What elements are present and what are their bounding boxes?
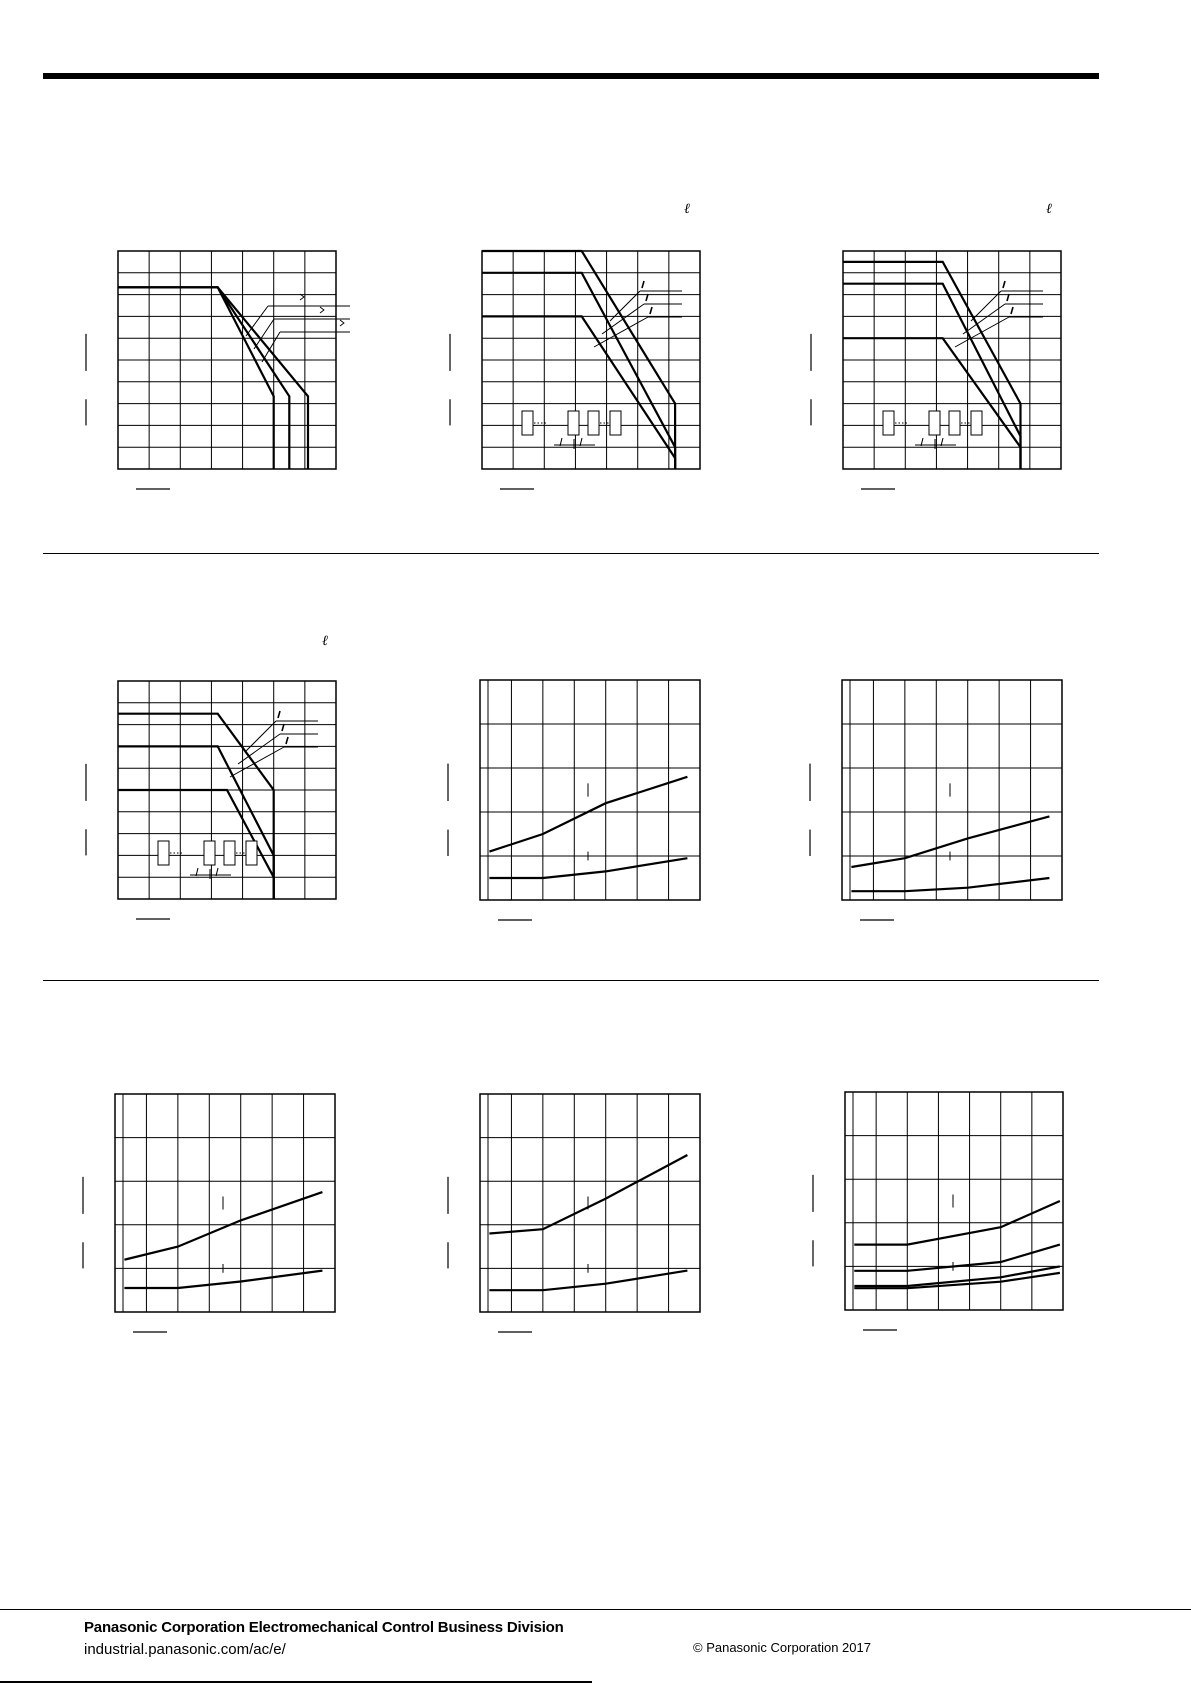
series-line [482, 273, 675, 469]
series-line [489, 1155, 687, 1234]
relay-block-icon [204, 841, 215, 865]
chart-grid [480, 1094, 700, 1312]
series-line [489, 1271, 687, 1291]
relay-block-icon [610, 411, 621, 435]
chart-derating-3 [843, 251, 1061, 469]
footer-bottom-bar [0, 1681, 592, 1683]
legend-symbol-mark [1011, 307, 1013, 314]
series-line [118, 287, 274, 469]
footer-rule [0, 1609, 1191, 1610]
chart-grid [480, 680, 700, 900]
chart-characteristic-4 [480, 1094, 700, 1312]
chart-frame [480, 1094, 700, 1312]
footer-company-name: Panasonic Corporation Electromechanical Control Business Division [84, 1619, 564, 1636]
legend-pointer-line [594, 317, 648, 347]
chart-grid [118, 251, 336, 469]
legend-symbol-mark [1003, 281, 1005, 288]
chart-frame [480, 680, 700, 900]
series-line [118, 287, 308, 469]
series-line [124, 1271, 322, 1288]
section-divider-1 [43, 553, 1099, 554]
footer-url[interactable]: industrial.panasonic.com/ac/e/ [84, 1641, 286, 1658]
length-symbol-label: ℓ [684, 201, 690, 217]
header-rule [43, 73, 1099, 79]
legend-comparison-mark [340, 320, 344, 326]
relay-block-icon [246, 841, 257, 865]
relay-block-icon [158, 841, 169, 865]
relay-block-icon [949, 411, 960, 435]
chart-frame [842, 680, 1062, 900]
chart-frame [115, 1094, 335, 1312]
legend-comparison-mark [320, 307, 324, 313]
footer-copyright: © Panasonic Corporation 2017 [693, 1640, 871, 1655]
series-line [489, 858, 687, 878]
chart-characteristic-5 [845, 1092, 1063, 1310]
section-divider-2 [43, 980, 1099, 981]
chart-grid [482, 251, 700, 469]
legend-leaders [246, 294, 350, 362]
length-symbol-label: ℓ [322, 633, 328, 649]
chart-derating-4 [118, 681, 336, 899]
series-line [851, 878, 1049, 891]
legend-pointer-line [230, 747, 284, 777]
legend-symbol-mark [278, 711, 280, 718]
chart-characteristic-3 [115, 1094, 335, 1312]
relay-block-icon [883, 411, 894, 435]
chart-derating-2 [482, 251, 700, 469]
series-line [118, 746, 274, 899]
legend-symbol-mark [650, 307, 652, 314]
chart-grid [115, 1094, 335, 1312]
chart-characteristic-1 [480, 680, 700, 900]
series-line [843, 262, 1021, 469]
relay-block-icon [522, 411, 533, 435]
series-line [854, 1266, 1060, 1286]
legend-pointer-line [262, 332, 280, 362]
legend-symbol-mark [286, 737, 288, 744]
length-symbol-label: ℓ [1046, 201, 1052, 217]
relay-block-icon [929, 411, 940, 435]
chart-characteristic-2 [842, 680, 1062, 900]
series-line [118, 714, 274, 899]
legend-pointer-line [246, 306, 268, 336]
relay-block-icon [224, 841, 235, 865]
relay-block-icon [588, 411, 599, 435]
relay-block-icon [568, 411, 579, 435]
relay-block-icon [971, 411, 982, 435]
chart-grid [842, 680, 1062, 900]
legend-symbol-mark [642, 281, 644, 288]
chart-derating-1 [118, 251, 336, 469]
